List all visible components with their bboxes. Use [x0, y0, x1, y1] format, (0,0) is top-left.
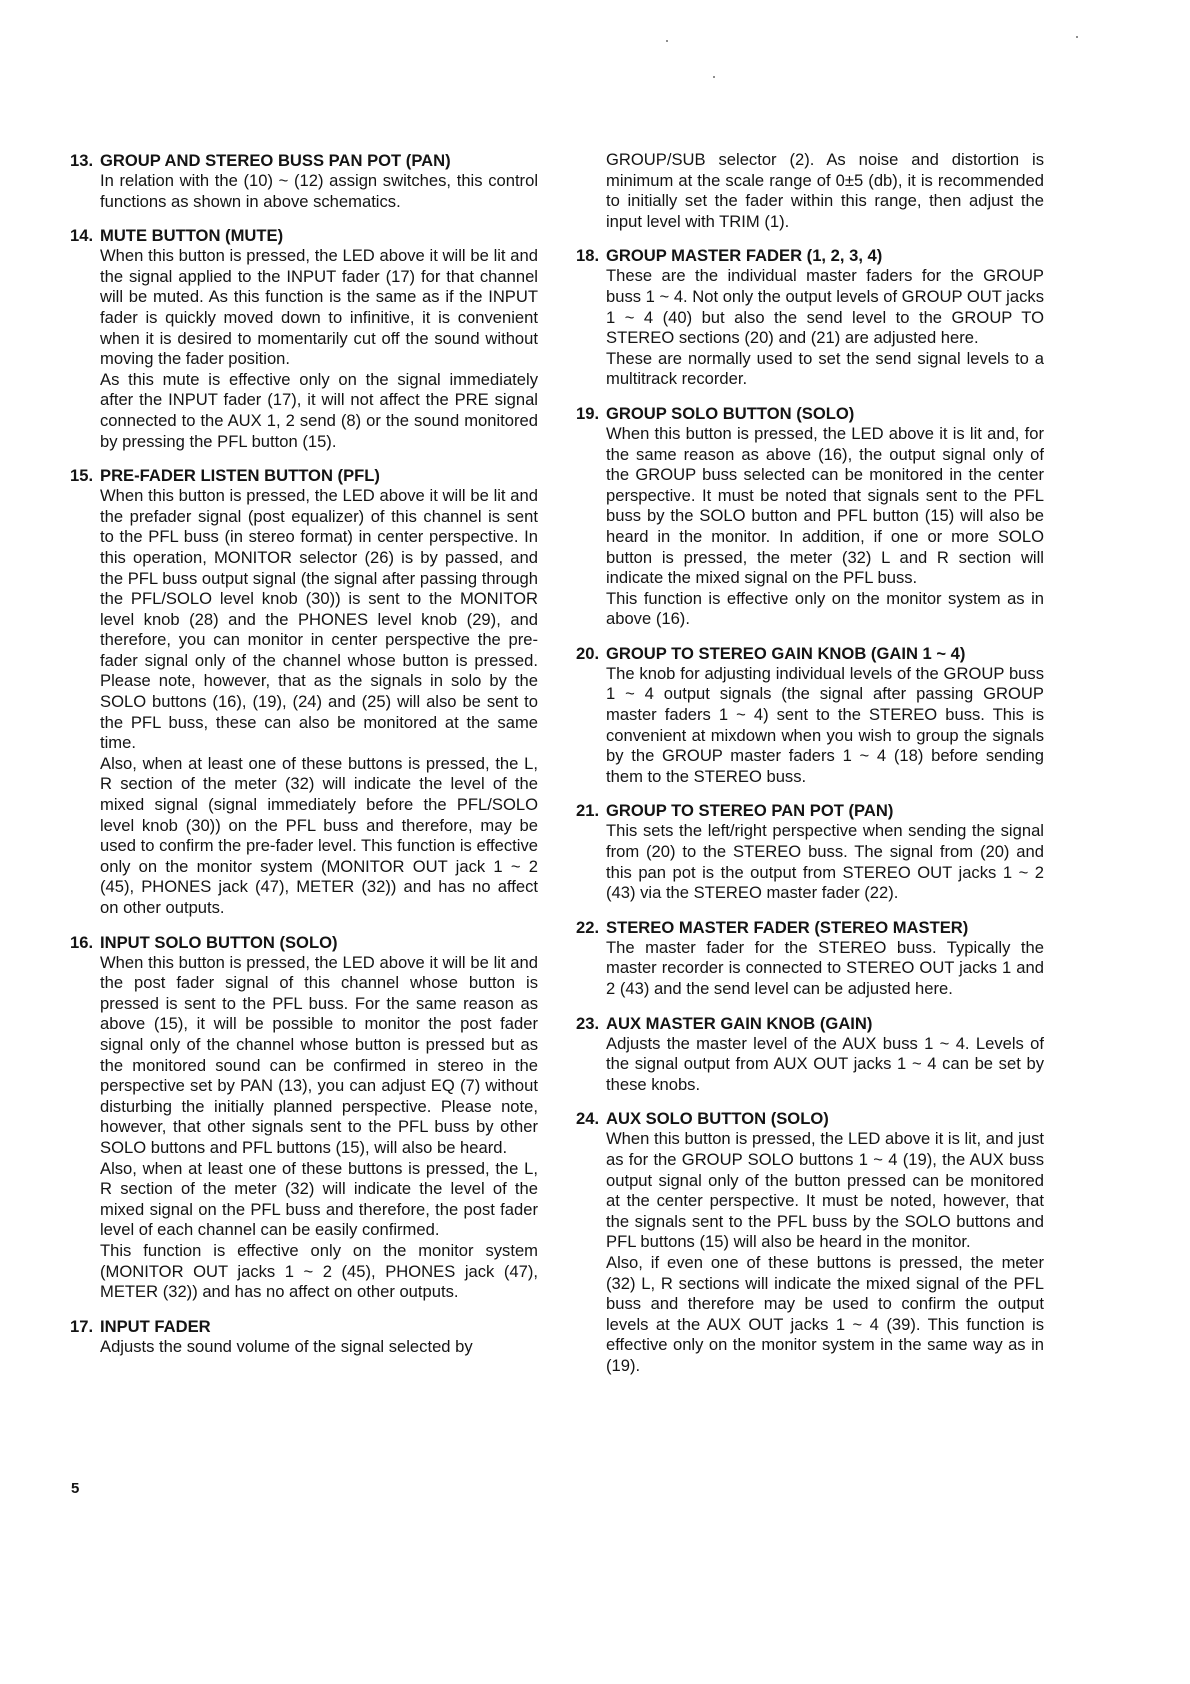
section-number: 18.: [576, 246, 600, 266]
section-18: [576, 245, 1044, 390]
section-heading: [576, 643, 1044, 664]
section-paragraph: Also, when at least one of these buttons is pressed, the L, R section of the meter (32) will indicate the level of the mixed signal on the PFL buss and therefore, the post fader level of each channel can be easily confirmed.: [100, 1158, 538, 1240]
section-title: GROUP TO STEREO GAIN KNOB (GAIN 1 ~ 4): [606, 643, 966, 663]
section-number: 17.: [70, 1316, 94, 1336]
section-number: 21.: [576, 801, 600, 821]
section-paragraph: These are the individual master faders for the GROUP buss 1 ~ 4. Not only the output levels of GROUP OUT jacks 1 ~ 4 (40) but also the send level to the GROUP TO STEREO sections (20) and (21) are adjusted here.: [606, 266, 1044, 348]
section-paragraph: The knob for adjusting individual levels of the GROUP buss 1 ~ 4 output signals (the signal after passing GROUP master faders 1 ~ 4) sent to the STEREO buss. This is convenient at mixdown when you wish to group the signals by the GROUP master faders 1 ~ 4 (18) before sending them to the STEREO buss.: [606, 663, 1044, 786]
section-paragraph: When this button is pressed, the LED above it will be lit and the prefader signal (post equalizer) of this channel is sent to the PFL buss (in stereo format) in center perspective. In this operation, MONITOR selector (26) is by passed, and the PFL buss output signal (the signal after passing through the PFL/SOLO level knob (30)) is sent to the MONITOR level knob (28) and the PHONES level knob (29), and therefore, you can monitor in center perspective the pre-fader signal only of the channel whose button is pressed. Please note, however, that as the signals in solo by the SOLO buttons (16), (19), (24) and (25) will also be sent to the PFL buss, these can also be monitored at the same time.: [100, 486, 538, 753]
section-heading: [70, 465, 538, 486]
section-13: [70, 150, 538, 212]
section-title: INPUT FADER: [100, 1316, 211, 1336]
section-paragraph: Adjusts the master level of the AUX buss 1 ~ 4. Levels of the signal output from AUX OUT jacks 1 ~ 4 can be set by these knobs.: [606, 1033, 1044, 1094]
section-15: [70, 465, 538, 918]
section-paragraph: When this button is pressed, the LED above it will be lit and the signal applied to the INPUT fader (17) for that channel will be muted. As this function is the same as if the INPUT fader is quickly moved down to infinitive, it is convenient when it is desired to momentarily cut off the sound without moving the fader position.: [100, 246, 538, 369]
section-number: 23.: [576, 1013, 600, 1033]
scan-speck: [666, 40, 668, 42]
continued-paragraph: [576, 150, 1044, 232]
section-title: STEREO MASTER FADER (STEREO MASTER): [606, 917, 969, 937]
section-number: 14.: [70, 226, 94, 246]
section-title: GROUP AND STEREO BUSS PAN POT (PAN): [100, 151, 451, 170]
section-number: 13.: [70, 151, 94, 170]
scan-speck: [713, 76, 715, 78]
left-column: [70, 150, 538, 1370]
section-number: 16.: [70, 932, 94, 952]
section-21: [576, 800, 1044, 903]
section-paragraph: The master fader for the STEREO buss. Typically the master recorder is connected to STEREO OUT jacks 1 and 2 (43) and the send level can be adjusted here.: [606, 937, 1044, 998]
section-paragraph: Also, if even one of these buttons is pressed, the meter (32) L, R sections will indicate the mixed signal of the PFL buss and therefore may be used to confirm the output levels at the AUX OUT jacks 1 ~ 4 (39). This function is effective only on the monitor system in the same way as in (19).: [606, 1252, 1044, 1375]
section-paragraph: When this button is pressed, the LED above it will be lit and the post fader signal of this channel whose button is pressed is sent to the PFL buss. For the same reason as above (15), it will be possible to monitor the post fader signal only of the channel whose button is pressed but as the monitored sound can be confirmed in stereo in the perspective set by PAN (13), you can adjust EQ (7) without disturbing the initially planned perspective. Please note, however, that other signals sent to the PFL buss by other SOLO buttons and PFL buttons (15), will also be heard.: [100, 952, 538, 1157]
page-number: 5: [71, 1480, 80, 1497]
section-title: GROUP TO STEREO PAN POT (PAN): [606, 801, 894, 821]
section-16: [70, 932, 538, 1303]
section-heading: [576, 800, 1044, 821]
section-number: 19.: [576, 403, 600, 423]
section-paragraph: This function is effective only on the monitor system as in above (16).: [606, 588, 1044, 629]
section-paragraph: Also, when at least one of these buttons is pressed, the L, R section of the meter (32) will indicate the level of the mixed signal (signal immediately before the PFL/SOLO level knob (30)) on the PFL buss and therefore, may be used to confirm the pre-fader level. This function is effective only on the monitor system (MONITOR OUT jack 1 ~ 2 (45), PHONES jack (47), METER (32)) and has no affect on other outputs.: [100, 753, 538, 917]
right-column: [576, 150, 1044, 1390]
section-title: MUTE BUTTON (MUTE): [100, 226, 284, 246]
section-number: 15.: [70, 466, 94, 486]
section-title: GROUP MASTER FADER (1, 2, 3, 4): [606, 246, 883, 266]
scan-speck: [1076, 36, 1078, 38]
section-heading: [70, 225, 538, 246]
section-number: 20.: [576, 643, 600, 663]
section-title: PRE-FADER LISTEN BUTTON (PFL): [100, 466, 380, 486]
section-title: AUX MASTER GAIN KNOB (GAIN): [606, 1013, 873, 1033]
section-23: [576, 1013, 1044, 1096]
section-paragraph: When this button is pressed, the LED above it is lit, and just as for the GROUP SOLO buttons 1 ~ 4 (19), the AUX buss output signal only of the button pressed can be monitored at the center perspective. It must be noted, however, that the signals sent to the PFL buss by the SOLO buttons and PFL buttons (15) will also be heard in the monitor.: [606, 1129, 1044, 1252]
section-heading: [576, 1013, 1044, 1034]
section-number: 24.: [576, 1109, 600, 1129]
section-heading: [576, 403, 1044, 424]
section-title: AUX SOLO BUTTON (SOLO): [606, 1109, 829, 1129]
section-paragraph: When this button is pressed, the LED above it is lit and, for the same reason as above (16), the output signal only of the GROUP buss selected can be monitored in the center perspective. It must be noted that signals sent to the PFL buss by the SOLO button and PFL button (15) will also be heard in the monitor. In addition, if one or more SOLO button is pressed, the meter (32) L and R section will indicate the mixed signal on the PFL buss.: [606, 423, 1044, 588]
section-22: [576, 917, 1044, 1000]
section-title: INPUT SOLO BUTTON (SOLO): [100, 932, 338, 952]
section-20: [576, 643, 1044, 788]
section-17-continuation-text: GROUP/SUB selector (2). As noise and distortion is minimum at the scale range of 0±5 (db), it is recommended to initially set the fader within this range, then adjust the input level with TRIM (1).: [606, 150, 1044, 231]
section-paragraph: In relation with the (10) ~ (12) assign switches, this control functions as shown in above schematics.: [100, 171, 538, 211]
section-17: [70, 1316, 538, 1358]
section-paragraph: As this mute is effective only on the signal immediately after the INPUT fader (17), it will not affect the PRE signal connected to the AUX 1, 2 send (8) or the sound monitored by pressing the PFL button (15).: [100, 369, 538, 451]
section-19: [576, 403, 1044, 630]
section-heading: [576, 245, 1044, 266]
section-heading: [576, 1108, 1044, 1129]
section-heading: [70, 932, 538, 953]
section-24: [576, 1108, 1044, 1376]
section-paragraph: Adjusts the sound volume of the signal selected by: [100, 1336, 473, 1356]
section-heading: [70, 150, 538, 171]
section-paragraph: This sets the left/right perspective when sending the signal from (20) to the STEREO buss. The signal from (20) and this pan pot is the output from STEREO OUT jacks 1 ~ 2 (43) via the STEREO master fader (22).: [606, 821, 1044, 903]
section-paragraph: This function is effective only on the monitor system (MONITOR OUT jacks 1 ~ 2 (45), PHONES jack (47), METER (32)) and has no affect on other outputs.: [100, 1240, 538, 1302]
section-title: GROUP SOLO BUTTON (SOLO): [606, 403, 855, 423]
section-number: 22.: [576, 917, 600, 937]
section-heading: [576, 917, 1044, 938]
section-14: [70, 225, 538, 452]
section-heading: [70, 1316, 538, 1337]
section-paragraph: These are normally used to set the send signal levels to a multitrack recorder.: [606, 348, 1044, 389]
